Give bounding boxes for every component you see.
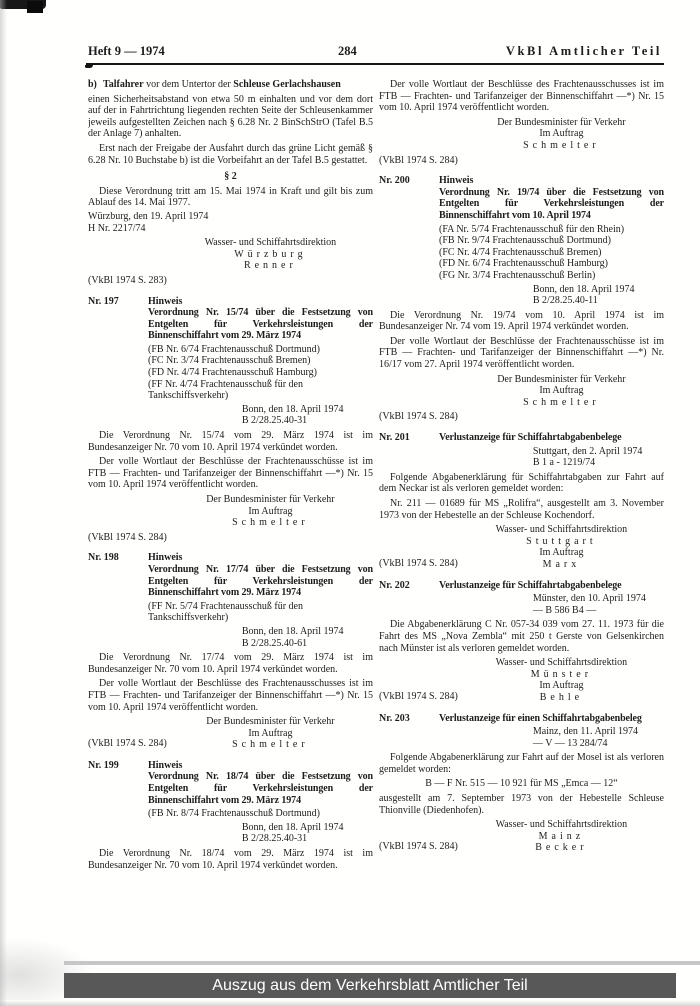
vkbl-reference: (VkBl 1974 S. 284) xyxy=(379,690,458,702)
section-title: Verlustanzeige für Schiffahrtabgabenbelege xyxy=(439,579,622,591)
committee-list xyxy=(148,344,373,402)
committee-line: (FB Nr. 8/74 Frachtenausschuß Dortmund) xyxy=(148,808,320,820)
scan-edge-left xyxy=(0,0,7,1006)
im-auftrag-line: Im Auftrag xyxy=(248,727,293,739)
item-b-marker: b) xyxy=(88,79,97,90)
place-date-line: Bonn, den 18. April 1974 xyxy=(241,625,344,637)
authority-place: Münster xyxy=(530,668,593,680)
section-number: Nr. 197 xyxy=(88,295,119,307)
signature-row xyxy=(88,716,373,751)
section-number: Nr. 203 xyxy=(379,712,410,724)
section-198 xyxy=(88,552,373,751)
section-kind: Hinweis xyxy=(148,552,183,564)
paragraph: ausgestellt am 7. September 1973 von der Hebestelle Schleuse Thionville (Diedenhofen). xyxy=(379,793,664,816)
committee-line: (FB Nr. 6/74 Frachtenausschuß Dortmund) xyxy=(148,343,320,355)
page-header xyxy=(88,44,662,60)
im-auftrag-line: Im Auftrag xyxy=(539,385,584,397)
document-reference-line: B — F Nr. 515 — 10 921 für MS „Emca — 12“ xyxy=(425,778,618,790)
item-b xyxy=(88,79,373,91)
section-title: Verordnung Nr. 18/74 über die Festsetzung von Entgelten für Verkehrsleistungen der Binnenschiffahrt vom 29. März 1974 xyxy=(148,771,373,806)
vkbl-reference: (VkBl 1974 S. 284) xyxy=(379,154,458,166)
date-block xyxy=(533,593,664,616)
file-reference: B 2/28.25.40-61 xyxy=(241,637,308,649)
section-number: Nr. 200 xyxy=(379,175,410,187)
section-title: Verordnung Nr. 17/74 über die Festsetzung von Entgelten für Verkehrsleistungen der Binnenschiffahrt vom 29. März 1974 xyxy=(148,563,373,599)
date-block xyxy=(533,726,664,749)
paragraph: Nr. 211 — 01689 für MS „Rolifra“, ausgestellt am 3. November 1973 von der Hebestelle an der Schleuse Kochendorf. xyxy=(379,498,664,521)
file-reference: B 2/28.25.40-11 xyxy=(532,295,598,307)
signer-name: Schmelter xyxy=(523,139,600,151)
signature-block xyxy=(168,494,373,529)
authority-place: Mainz xyxy=(538,830,585,842)
paragraph: Erst nach der Freigabe der Ausfahrt durch das grüne Licht gemäß § 6.28 Nr. 10 Buchstabe b) ist die Vorbeifahrt an der Tafel B.5 gestattet. xyxy=(88,142,373,166)
section-symbol-heading: § 2 xyxy=(224,171,237,183)
committee-line: (FF Nr. 4/74 Frachtenausschuß für den Tankschiffsverkehr) xyxy=(148,378,303,402)
file-reference: — B 586 B4 — xyxy=(532,604,597,616)
file-reference: H Nr. 2217/74 xyxy=(88,222,146,234)
section-199 xyxy=(88,760,373,871)
page-number: 284 xyxy=(338,44,357,58)
section-title: Verordnung Nr. 19/74 über die Festsetzung von Entgelten für Verkehrsleistungen der Binnenschiffahrt vom 10. April 1974 xyxy=(439,186,664,221)
minister-line: Der Bundesminister für Verkehr xyxy=(206,494,335,505)
file-reference: — V — 13 284/74 xyxy=(532,737,608,749)
place-date-line: Stuttgart, den 2. April 1974 xyxy=(532,445,643,457)
im-auftrag-line: Im Auftrag xyxy=(539,680,584,692)
authority-line: Wasser- und Schiffahrtsdirektion xyxy=(495,524,628,536)
signer-name: Renner xyxy=(243,260,297,272)
signature-row xyxy=(379,657,664,703)
section-number: Nr. 201 xyxy=(379,432,410,444)
signature-row xyxy=(379,524,664,570)
minister-line: Der Bundesminister für Verkehr xyxy=(497,373,626,385)
footer-rule xyxy=(64,961,700,965)
place-date-line: Bonn, den 18. April 1974 xyxy=(241,821,344,833)
signer-name: Marx xyxy=(542,558,581,570)
column-right xyxy=(379,79,664,963)
im-auftrag-line: Im Auftrag xyxy=(539,128,584,140)
paragraph: Der volle Wortlaut der Beschlüsse der Frachtenausschüsse ist im FTB — Frachten- und Tarifanzeiger der Binnenschiffahrt —*) Nr. 16/17 vom 27. April 1974 veröffentlicht worden. xyxy=(379,335,664,371)
vkbl-reference: (VkBl 1974 S. 284) xyxy=(88,531,167,543)
authority-place: Stuttgart xyxy=(526,535,597,547)
authority-place: Würzburg xyxy=(234,248,307,260)
signer-name: Behle xyxy=(539,691,584,703)
section-number: Nr. 199 xyxy=(88,759,119,771)
signer-name: Schmelter xyxy=(232,517,309,529)
place-date-line: Würzburg, den 19. April 1974 xyxy=(88,210,209,222)
signature-block xyxy=(459,819,664,854)
im-auftrag-line: Im Auftrag xyxy=(248,505,293,517)
authority-line: Wasser- und Schiffahrtsdirektion xyxy=(495,657,628,669)
scan-artifact-top-blot xyxy=(27,1,43,13)
section-title: Verlustanzeige für Schiffahrtabgabenbelege xyxy=(439,432,622,444)
paragraph: Der volle Wortlaut der Beschlüsse der Frachtenausschüsse ist im FTB — Frachten- und Tarifanzeiger der Binnenschiffahrt —*) Nr. 15 vom 10. April 1974 veröffentlicht worden. xyxy=(88,456,373,491)
signature-row xyxy=(379,819,664,854)
vkbl-reference: (VkBl 1974 S. 284) xyxy=(88,738,167,750)
committee-line: (FD Nr. 4/74 Frachtenausschuß Hamburg) xyxy=(148,367,317,379)
scan-edge-bottom xyxy=(0,1000,700,1006)
signature-block xyxy=(459,657,664,703)
committee-line: (FB Nr. 9/74 Frachtenausschuß Dortmund) xyxy=(439,235,611,247)
committee-line: (FC Nr. 4/74 Frachtenausschuß Bremen) xyxy=(439,246,602,258)
signature-block xyxy=(168,237,373,272)
issue-label: Heft 9 — 1974 xyxy=(88,44,165,58)
place-date-line: Bonn, den 18. April 1974 xyxy=(532,283,635,295)
paragraph: Der volle Wortlaut der Beschlüsse des Frachtenausschusses ist im FTB — Frachten- und Tarifanzeiger der Binnenschiffahrt —*) Nr. 15 vom 10. April 1974 veröffentlicht worden. xyxy=(88,678,373,713)
date-block xyxy=(533,446,664,469)
header-rule xyxy=(86,63,664,65)
committee-list xyxy=(148,808,373,820)
date-block xyxy=(242,404,373,427)
paragraph: Die Verordnung Nr. 18/74 vom 29. März 1974 ist im Bundesanzeiger Nr. 70 vom 10. April 1974 verkündet worden. xyxy=(88,848,373,871)
section-number: Nr. 198 xyxy=(88,552,119,564)
file-reference: B 1 a - 1219/74 xyxy=(532,457,596,469)
section-203 xyxy=(379,713,664,855)
section-kind: Hinweis xyxy=(148,295,183,307)
date-block xyxy=(242,626,373,649)
place-date-line: Münster, den 10. April 1974 xyxy=(532,593,646,605)
item-b-heading-text: vor dem Untertor der xyxy=(143,79,234,90)
paragraph: einen Sicherheitsabstand von etwa 50 m einhalten und vor dem dort auf der in Fahrtrichtung liegenden rechten Seite der Schleusenkammer jeweils aufgestellten Zeichen nach § 6.28 Nr. 2 BinSchStrO (Tafel B.5 der Anlage 7) anhalten. xyxy=(88,93,373,140)
date-block xyxy=(533,284,664,307)
paragraph: Die Verordnung Nr. 15/74 vom 29. März 1974 ist im Bundesanzeiger Nr. 70 vom 10. April 1974 verkündet worden. xyxy=(88,430,373,453)
column-left xyxy=(88,79,373,963)
authority-line: Wasser- und Schiffahrtsdirektion xyxy=(204,237,337,249)
file-reference: B 2/28.25.40-31 xyxy=(241,415,308,427)
place-date-line: Bonn, den 18. April 1974 xyxy=(241,403,344,415)
committee-line: (FF Nr. 5/74 Frachtenausschuß für den Tankschiffsverkehr) xyxy=(148,600,303,624)
item-b-heading-bold2: Schleuse Gerlachshausen xyxy=(233,79,341,90)
committee-line: (FA Nr. 5/74 Frachtenausschuß für den Rhein) xyxy=(439,223,625,235)
signature-block xyxy=(459,374,664,409)
paragraph: Die Abgabenerklärung C Nr. 057-34 039 vom 27. 11. 1973 für die Fahrt des MS „Nova Zembla“ mit 250 t Gerste von Gelsenkirchen nach Münster ist als verloren gemeldet worden. xyxy=(379,619,664,654)
committee-line: (FG Nr. 3/74 Frachtenausschuß Berlin) xyxy=(439,269,596,281)
date-block xyxy=(242,822,373,845)
signature-block xyxy=(459,524,664,570)
footer-banner-text: Auszug aus dem Verkehrsblatt Amtlicher Teil xyxy=(212,976,528,994)
signer-name: Becker xyxy=(535,842,588,854)
section-title: Verlustanzeige für einen Schiffahrtabgabenbeleg xyxy=(439,712,642,724)
paragraph: Folgende Abgabenerklärung zur Fahrt auf der Mosel ist als verloren gemeldet worden: xyxy=(379,752,664,775)
section-202 xyxy=(379,580,664,704)
place-date-line: Mainz, den 11. April 1974 xyxy=(532,726,639,738)
vkbl-reference: (VkBl 1974 S. 284) xyxy=(379,411,458,423)
signer-name: Schmelter xyxy=(232,739,309,751)
section-200 xyxy=(379,175,664,423)
section-kind: Hinweis xyxy=(148,759,183,771)
section-number: Nr. 202 xyxy=(379,579,410,591)
section-kind: Hinweis xyxy=(439,175,474,187)
committee-list xyxy=(148,601,373,624)
committee-line: (FC Nr. 3/74 Frachtenausschuß Bremen) xyxy=(148,355,311,367)
file-reference: B 2/28.25.40-31 xyxy=(241,833,308,845)
committee-list xyxy=(439,224,664,282)
paragraph: Folgende Abgabenerklärung für Schiffahrtabgaben zur Fahrt auf dem Neckar ist als verloren gemeldet worden: xyxy=(379,471,664,495)
section-title: Verordnung Nr. 15/74 über die Festsetzung von Entgelten für Verkehrsleistungen der Binnenschiffahrt vom 29. März 1974 xyxy=(148,307,373,342)
footer-banner xyxy=(64,973,676,998)
vkbl-reference: (VkBl 1974 S. 284) xyxy=(379,841,458,853)
signer-name: Schmelter xyxy=(523,396,600,408)
masthead-title: VkBl Amtlicher Teil xyxy=(505,44,662,58)
vkbl-reference: (VkBl 1974 S. 283) xyxy=(88,274,167,286)
vkbl-reference: (VkBl 1974 S. 284) xyxy=(379,557,458,569)
minister-line: Der Bundesminister für Verkehr xyxy=(206,716,335,728)
paragraph: Die Verordnung Nr. 19/74 vom 10. April 1974 ist im Bundesanzeiger Nr. 74 vom 19. April 1974 verkündet worden. xyxy=(379,309,664,333)
paragraph: Diese Verordnung tritt am 15. Mai 1974 in Kraft und gilt bis zum Ablauf des 14. Mai 1977. xyxy=(88,185,373,209)
item-b-heading-bold: Talfahrer xyxy=(103,79,144,90)
committee-line: (FD Nr. 6/74 Frachtenausschuß Hamburg) xyxy=(439,258,608,270)
im-auftrag-line: Im Auftrag xyxy=(539,547,584,559)
paragraph: Der volle Wortlaut der Beschlüsse des Frachtenausschusses ist im FTB — Frachten- und Tarifanzeiger der Binnenschiffahrt —*) Nr. 15 vom 10. April 1974 veröffentlicht worden. xyxy=(379,79,664,114)
authority-line: Wasser- und Schiffahrtsdirektion xyxy=(495,819,628,831)
minister-line: Der Bundesminister für Verkehr xyxy=(497,116,626,128)
signature-block xyxy=(168,716,373,751)
section-197 xyxy=(88,296,373,544)
section-201 xyxy=(379,432,664,571)
signature-block xyxy=(459,117,664,152)
paragraph: Die Verordnung Nr. 17/74 vom 29. März 1974 ist im Bundesanzeiger Nr. 70 vom 10. April 1974 verkündet worden. xyxy=(88,652,373,675)
